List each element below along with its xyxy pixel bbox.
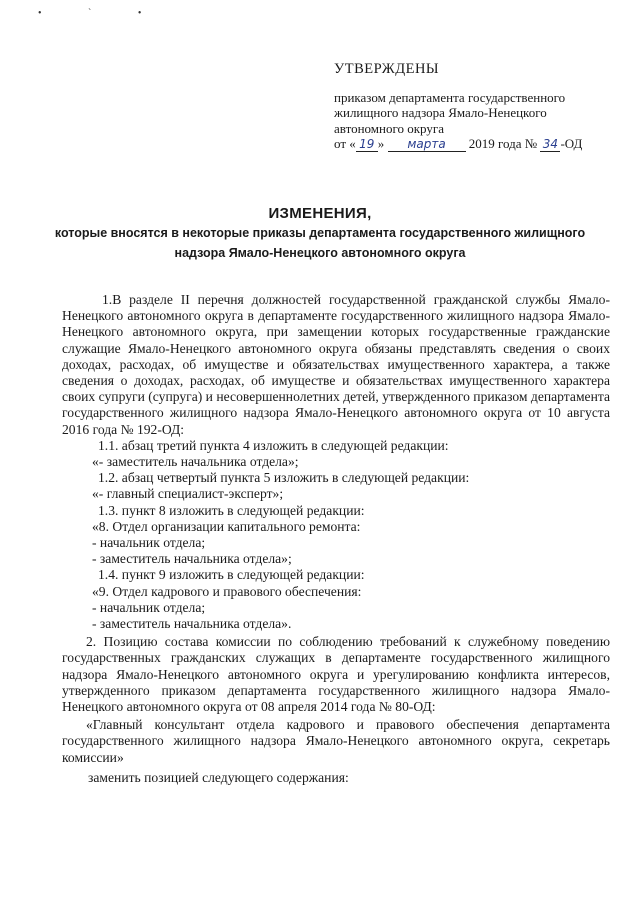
approval-heading: УТВЕРЖДЕНЫ (334, 61, 440, 77)
paragraph-3-quote: «Главный консультант отдела кадрового и правового обеспечения департамента государственного жилищного надзора Ямало-Ненецкого автономного округа, секретарь комиссии» (62, 717, 610, 765)
order-number-handwritten: 34 (540, 138, 560, 152)
item-1-4-text: «9. Отдел кадрового и правового обеспечения: (92, 583, 362, 599)
document-body (62, 292, 610, 786)
approval-date-line (334, 136, 624, 152)
document-title (0, 205, 640, 262)
item-1-3: 1.3. пункт 8 изложить в следующей редакции: (98, 502, 365, 518)
approval-block (334, 62, 624, 152)
item-1-3-pos-2: - заместитель начальника отдела»; (92, 551, 292, 567)
date-day-handwritten: 19 (356, 138, 378, 152)
approval-line-2: жилищного надзора Ямало-Ненецкого (334, 105, 547, 120)
title-main: ИЗМЕНЕНИЯ, (268, 205, 372, 222)
item-1-4: 1.4. пункт 9 изложить в следующей редакции: (98, 567, 365, 583)
date-year: 2019 года № (468, 136, 538, 151)
item-1-1-text: «- заместитель начальника отдела»; (92, 454, 299, 470)
paragraph-4: заменить позицией следующего содержания: (88, 769, 349, 785)
item-1-4-pos-1: - начальник отдела; (92, 599, 206, 615)
paragraph-2: 2. Позицию состава комиссии по соблюдению требований к служебному поведению государственных гражданских служащих в департаменте государственного жилищного надзора Ямало-Ненецкого автономного округа и урегулированию конфликта интересов, утвержденного приказом департамента государственного жилищного надзора Ямало-Ненецкого автономного округа от 08 апреля 2014 года № 80-ОД: (62, 634, 610, 715)
item-1-2: 1.2. абзац четвертый пункта 5 изложить в следующей редакции: (98, 470, 470, 486)
item-1-3-pos-1: - начальник отдела; (92, 535, 206, 551)
title-sub-1: которые вносятся в некоторые приказы департамента государственного жилищного (54, 226, 586, 240)
approval-line-3: автономного округа (334, 120, 444, 136)
item-1-4-pos-2: - заместитель начальника отдела». (92, 616, 292, 632)
date-mid: » (377, 136, 385, 151)
paragraph-1: 1.В разделе II перечня должностей государственной гражданской службы Ямало-Ненецкого автономного округа в департаменте государственного жилищного надзора Ямало-Ненецкого автономного округа, при замещении которых государственные гражданские служащие Ямало-Ненецкого автономного округа обязаны представлять сведения о своих доходах, расходах, об имуществе и обязательствах имущественного характера, а также сведения о доходах, расходах, об имуществе и обязательствах имущественного характера своих супруги (супруга) и несовершеннолетних детей, утвержденного приказом департамента государственного жилищного надзора Ямало-Ненецкого автономного округа от 10 августа 2016 года № 192-ОД: (62, 292, 610, 437)
date-prefix: от « (334, 136, 356, 151)
order-suffix: -ОД (560, 136, 583, 151)
corner-scan-marks: • ` • (38, 8, 164, 19)
date-month-handwritten: марта (388, 138, 466, 152)
item-1-1: 1.1. абзац третий пункта 4 изложить в следующей редакции: (98, 437, 449, 453)
item-1-2-text: «- главный специалист-эксперт»; (92, 486, 284, 502)
title-sub-2: надзора Ямало-Ненецкого автономного округа (174, 246, 466, 260)
approval-line-1: приказом департамента государственного (334, 89, 566, 105)
item-1-3-text: «8. Отдел организации капитального ремонта: (92, 518, 361, 534)
